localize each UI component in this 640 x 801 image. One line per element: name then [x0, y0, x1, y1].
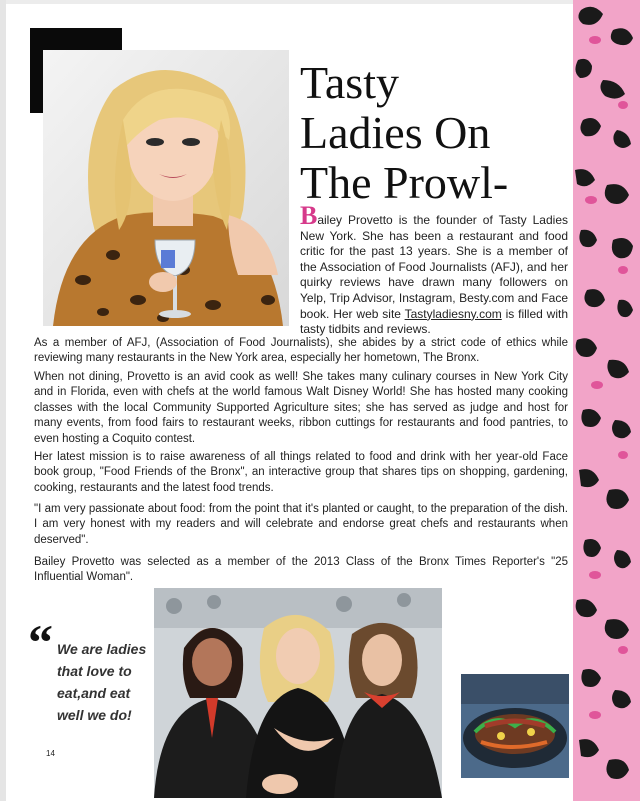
- title-line-2: Ladies On: [300, 107, 491, 158]
- quote-mark: “: [28, 614, 53, 670]
- body-paragraph-5: Bailey Provetto was selected as a member of the 2013 Class of the Bronx Times Reporter's "25 Influential Woman".: [34, 556, 568, 584]
- food-photo-illustration: [461, 674, 569, 778]
- author-portrait-photo: [43, 50, 289, 326]
- portrait-illustration: [43, 50, 289, 326]
- group-photo-illustration: [154, 588, 442, 798]
- body-paragraph-4: "I am very passionate about food: from the point that it's planted or caught, to the preparation of the dish. I am very honest with my readers and will celebrate and endorse great chefs and restaurants when deserved".: [34, 503, 568, 546]
- body-paragraph-3: Her latest mission is to raise awareness of all things related to food and drink with her year-old Face book group, "Food Friends of the Bronx", an interactive group that shares tips on shopping, gardening, cooking, restaurants and the latest food trends.: [34, 451, 568, 494]
- body-paragraph-2: When not dining, Provetto is an avid cook as well! She takes many culinary courses in New York City and in Florida, even with chefs at the world famous Walt Disney World! She has hosted many cooking classes with the local Community Supported Agriculture sites; she has served as judge and host for many events, from food fairs to restaurant weeks, ribbon cuttings for restaurants and food pantries, to even hosting a Coquito contest.: [34, 371, 568, 445]
- intro-paragraph: [300, 201, 569, 338]
- page-top-edge: [0, 0, 640, 4]
- leopard-pattern-graphic: [573, 0, 640, 801]
- group-photo: [154, 588, 442, 798]
- food-photo: [461, 674, 569, 778]
- intro-text: ailey Provetto is the founder of Tasty Ladies New York. She has been a restaurant and food critic for the past 13 years. She is a member of the Association of Food Journalists (AFJ), and her quirky reviews have drawn many followers on Yelp, Trip Advisor, Instagram, Besty.com and Face book. Her web site: [300, 213, 568, 321]
- article-title: [300, 58, 570, 208]
- website-link[interactable]: Tastyladiesny.com: [404, 306, 502, 321]
- page-binding-edge: [0, 0, 6, 801]
- drop-cap: B: [300, 201, 318, 230]
- body-paragraph-1: As a member of AFJ, (Association of Food Journalists), she abides by a strict code of ethics while reviewing many restaurants in the New York area, especially her hometown, The Bronx.: [34, 337, 568, 365]
- leopard-print-border: [573, 0, 640, 801]
- page-number: 14: [46, 749, 55, 758]
- intro-end-text: is filled with tasty tidbits and reviews.: [300, 306, 569, 337]
- title-line-3: The Prowl-: [300, 157, 509, 208]
- pull-quote: We are ladies that love to eat,and eat well we do!: [57, 641, 147, 723]
- title-line-1: Tasty: [300, 57, 399, 108]
- corner-bracket-side-bar: [30, 28, 44, 113]
